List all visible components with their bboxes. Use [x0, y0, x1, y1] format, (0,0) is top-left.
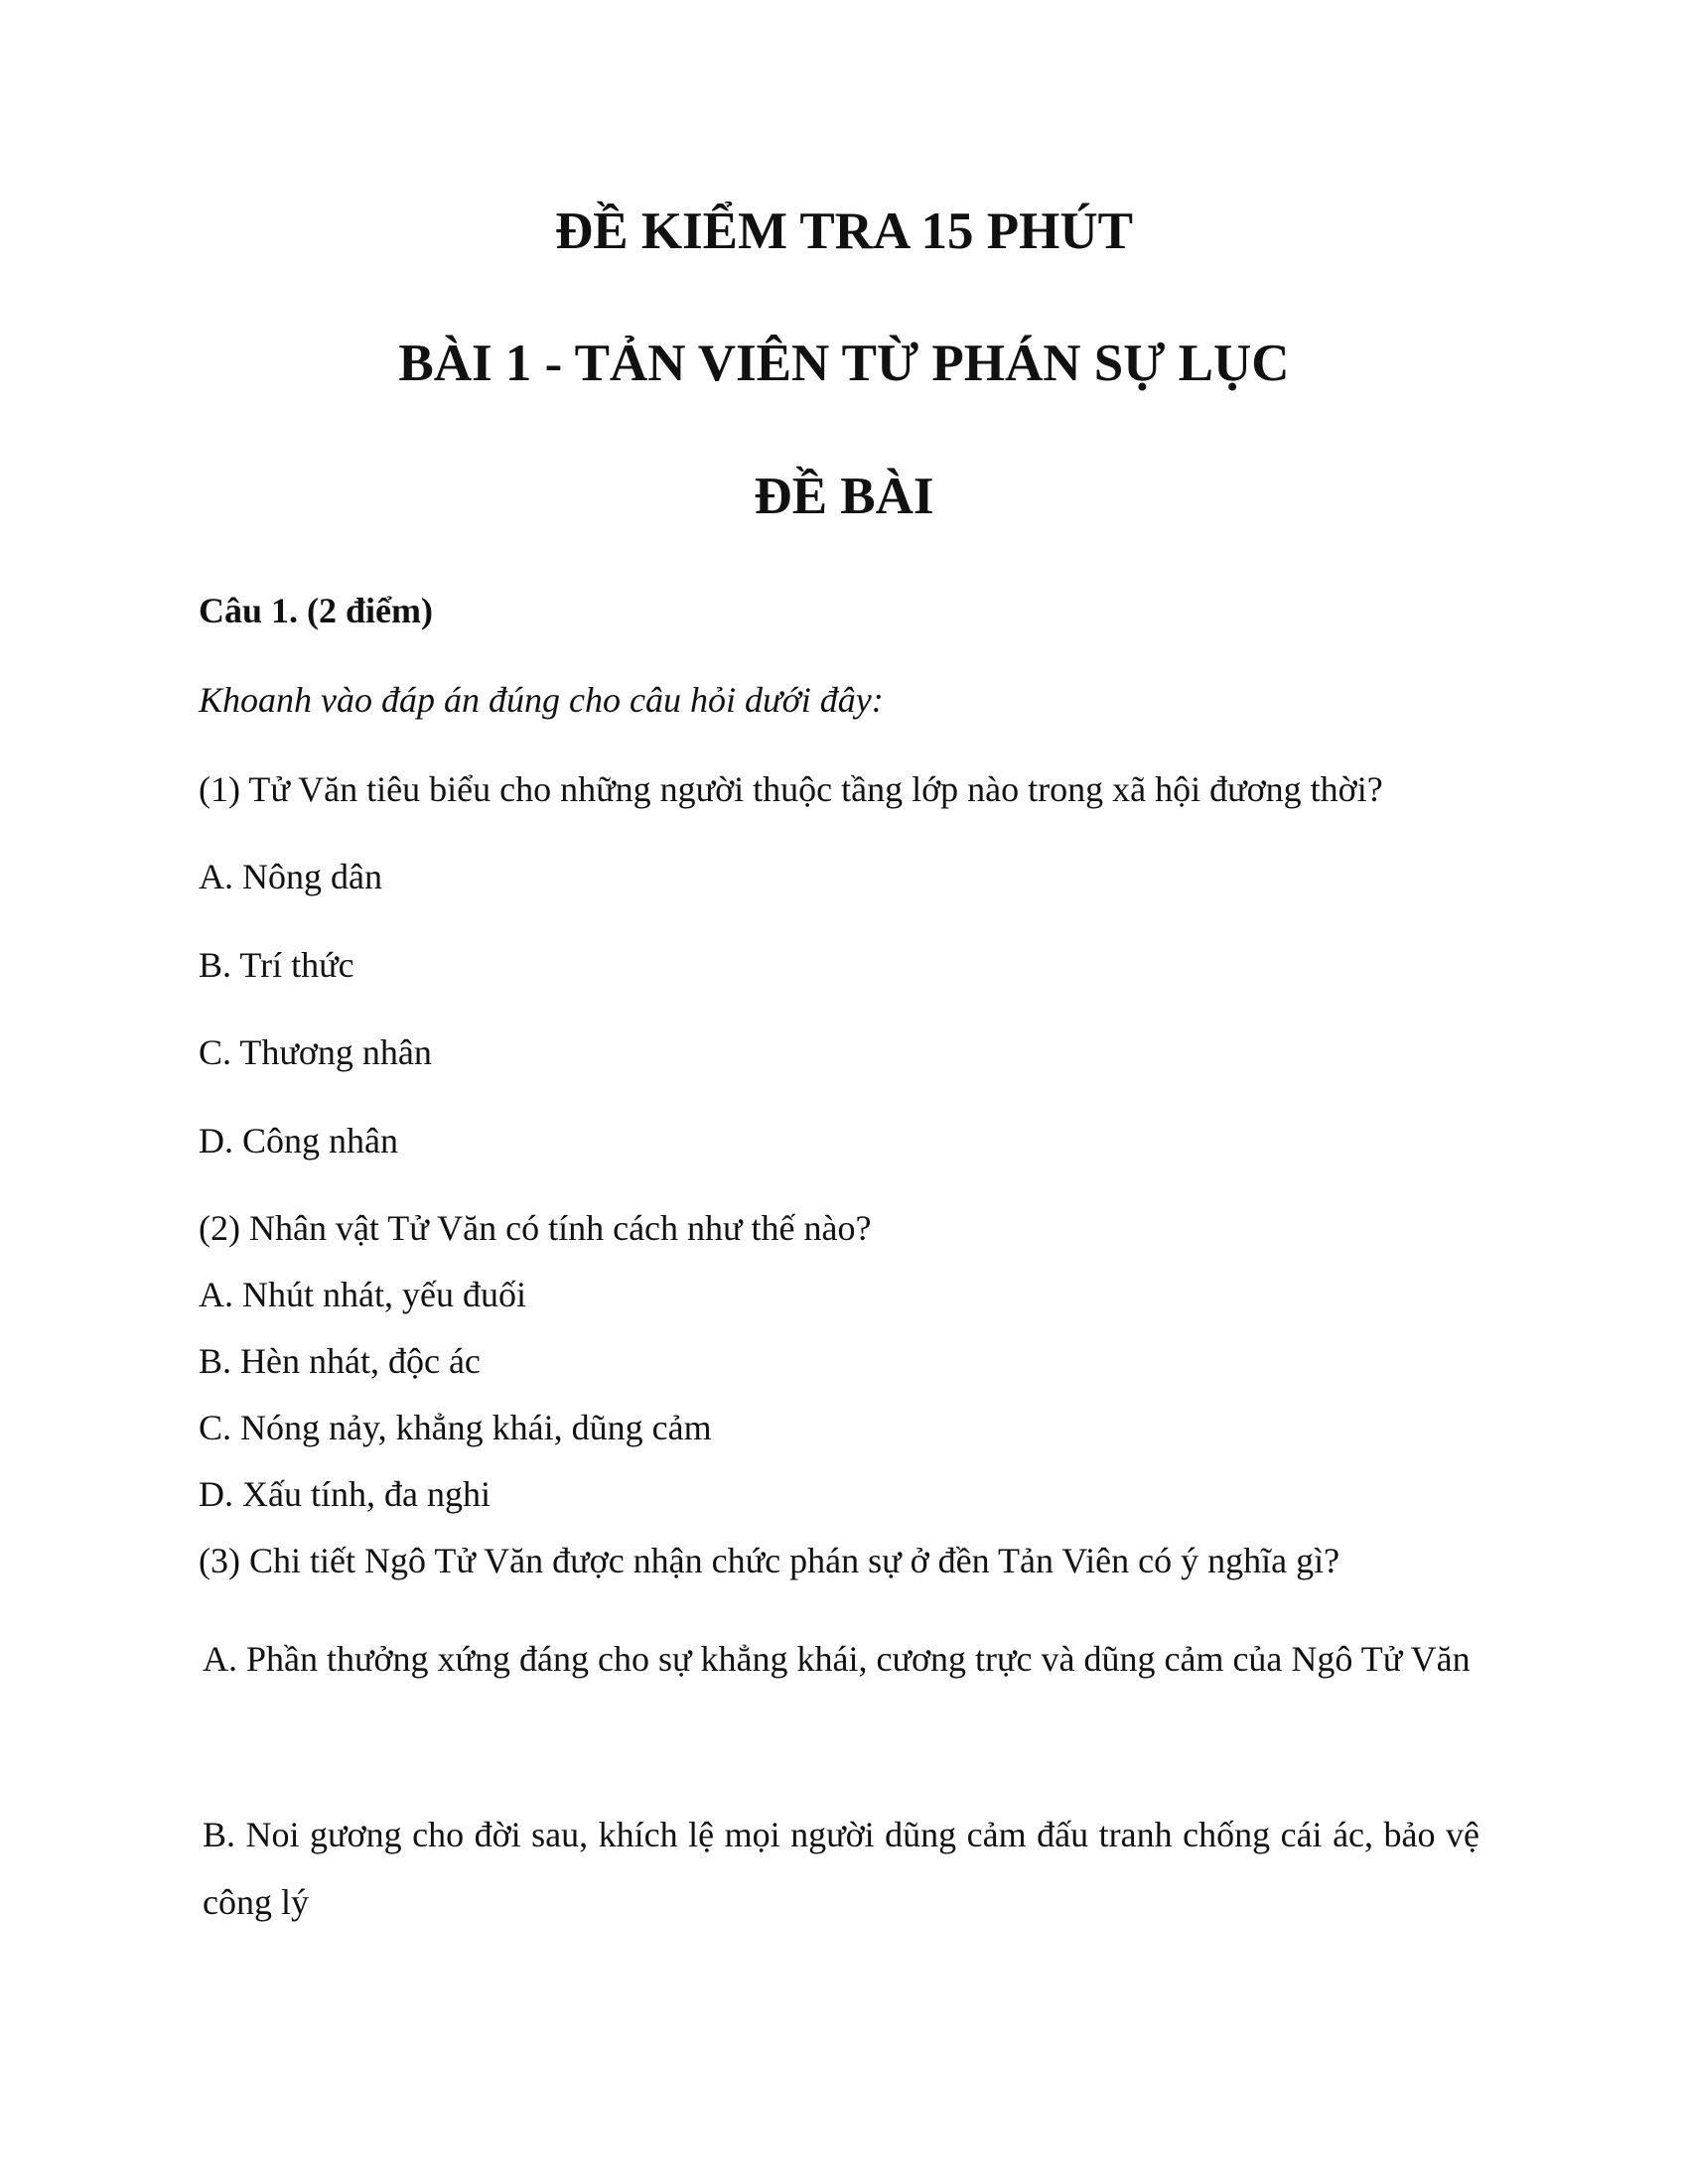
question-prompt-3: (3) Chi tiết Ngô Tử Văn được nhận chức phán sự ở đền Tản Viên có ý nghĩa gì?	[199, 1541, 1340, 1580]
question-prompt-2: (2) Nhân vật Tử Văn có tính cách như thế nào?	[199, 1208, 872, 1248]
lesson-title: BÀI 1 - TẢN VIÊN TỪ PHÁN SỰ LỤC	[398, 335, 1290, 392]
answer-option: A. Phần thưởng xứng đáng cho sự khẳng khái, cương trực và dũng cảm của Ngô Tử Văn	[203, 1639, 1471, 1679]
question-prompt-1: (1) Tử Văn tiêu biểu cho những người thuộc tầng lớp nào trong xã hội đương thời?	[199, 769, 1383, 809]
answer-option: C. Nóng nảy, khẳng khái, dũng cảm	[199, 1408, 712, 1447]
answer-option: B. Noi gương cho đời sau, khích lệ mọi người dũng cảm đấu tranh chống cái ác, bảo vệ công lý	[203, 1815, 1479, 1922]
answer-option: A. Nhút nhát, yếu đuối	[199, 1275, 526, 1314]
section-title: ĐỀ BÀI	[754, 468, 934, 525]
answer-option: C. Thương nhân	[199, 1032, 432, 1072]
answer-option: A. Nông dân	[199, 857, 382, 896]
answer-option: D. Công nhân	[199, 1121, 398, 1160]
answer-option: B. Trí thức	[199, 945, 354, 985]
answer-option: D. Xấu tính, đa nghi	[199, 1474, 491, 1514]
question-instruction: Khoanh vào đáp án đúng cho câu hỏi dưới đây:	[199, 680, 884, 720]
exam-title: ĐỀ KIỂM TRA 15 PHÚT	[554, 203, 1134, 260]
answer-option: B. Hèn nhát, độc ác	[199, 1341, 481, 1381]
question-heading: Câu 1. (2 điểm)	[199, 591, 433, 630]
